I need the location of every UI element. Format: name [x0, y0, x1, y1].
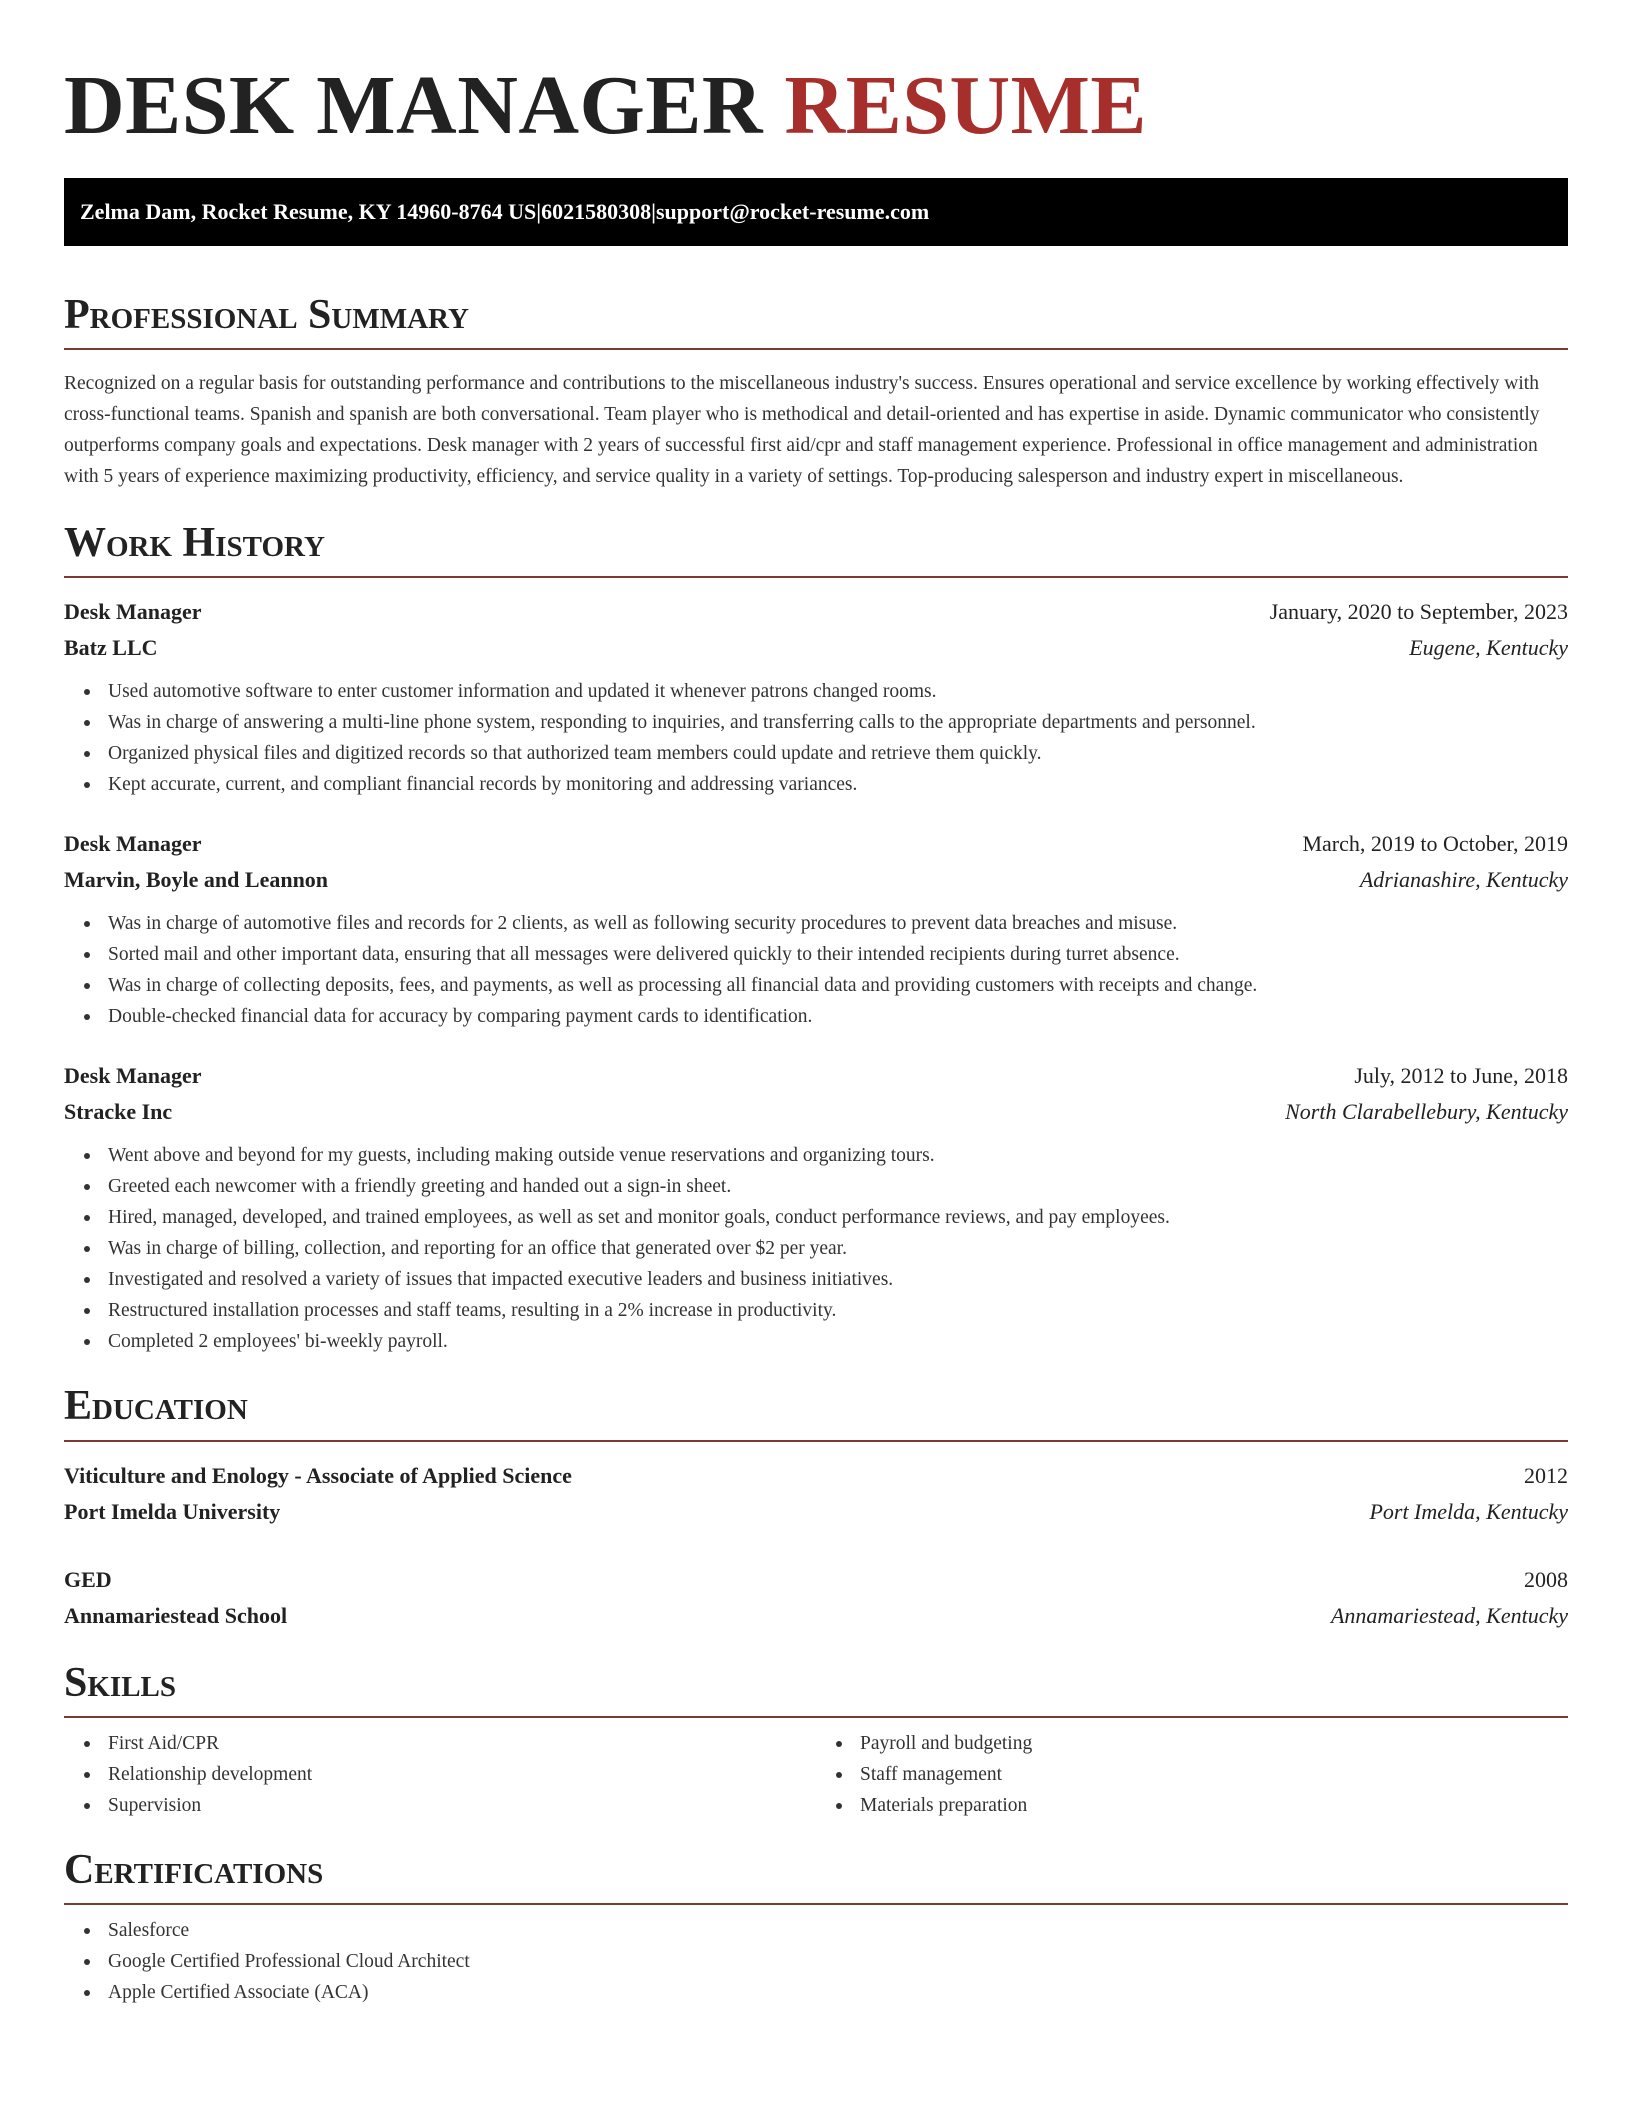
list-item: Double-checked financial data for accuracy by comparing payment cards to identification.: [108, 1001, 1568, 1032]
job-company-row: [64, 862, 1568, 898]
job-title: Desk Manager: [64, 831, 202, 857]
list-item: Kept accurate, current, and compliant financial records by monitoring and addressing variances.: [108, 769, 1568, 800]
job-company-row: [64, 1094, 1568, 1130]
section-heading: Education: [64, 1383, 248, 1430]
section-divider: [64, 1903, 1568, 1905]
job-entry: [64, 1058, 1568, 1357]
contact-separator: |: [651, 199, 656, 224]
skill-item: Relationship development: [108, 1759, 816, 1790]
list-item: Organized physical files and digitized records so that authorized team members could update and retrieve them quickly.: [108, 738, 1568, 769]
certification-item: Apple Certified Associate (ACA): [108, 1977, 1568, 2008]
education-entry: [64, 1562, 1568, 1634]
contact-address: Zelma Dam, Rocket Resume, KY 14960-8764 US: [80, 199, 537, 224]
certifications-section: [64, 1847, 1568, 2008]
list-item: Was in charge of billing, collection, and reporting for an office that generated over $2 per year.: [108, 1233, 1568, 1264]
certification-item: Google Certified Professional Cloud Architect: [108, 1946, 1568, 1977]
job-entry: [64, 594, 1568, 800]
job-title: Desk Manager: [64, 1063, 202, 1089]
skills-list-left: [64, 1728, 816, 1821]
list-item: Hired, managed, developed, and trained employees, as well as set and monitor goals, conduct performance reviews, and pay employees.: [108, 1202, 1568, 1233]
contact-separator: |: [536, 199, 542, 224]
summary-section: [64, 292, 1568, 492]
job-location: Adrianashire, Kentucky: [1359, 867, 1568, 893]
list-item: Was in charge of answering a multi-line phone system, responding to inquiries, and transferring calls to the appropriate departments and personnel.: [108, 707, 1568, 738]
skills-section: [64, 1660, 1568, 1821]
list-item: Completed 2 employees' bi-weekly payroll.: [108, 1326, 1568, 1357]
section-divider: [64, 348, 1568, 350]
section-divider: [64, 576, 1568, 578]
section-heading: Work History: [64, 520, 325, 567]
list-item: Was in charge of collecting deposits, fees, and payments, as well as processing all financial data and providing customers with receipts and change.: [108, 970, 1568, 1001]
skill-item: Materials preparation: [860, 1790, 1568, 1821]
education-school-row: [64, 1598, 1568, 1634]
section-divider: [64, 1440, 1568, 1442]
work-history-section: [64, 520, 1568, 1357]
job-company: Batz LLC: [64, 635, 158, 661]
education-degree: Viticulture and Enology - Associate of Applied Science: [64, 1462, 572, 1488]
summary-paragraph: Recognized on a regular basis for outstanding performance and contributions to the miscellaneous industry's success. Ensures operational and service excellence by working effectively with cross-functional teams. Spanish and spanish are both conversational. Team player who is methodical and detail-oriented and has expertise in aside. Dynamic communicator who consistently outperforms company goals and expectations. Desk manager with 2 years of successful first aid/cpr and staff management experience. Professional in office management and administration with 5 years of experience maximizing productivity, efficiency, and service quality in a variety of settings. Top-producing salesperson and industry expert in miscellaneous.: [64, 373, 1540, 488]
education-header-row: [64, 1562, 1568, 1598]
skill-item: Staff management: [860, 1759, 1568, 1790]
certifications-list: [64, 1915, 1568, 2008]
title-accent: RESUME: [784, 59, 1147, 152]
job-header-row: [64, 1058, 1568, 1094]
job-company-row: [64, 630, 1568, 666]
list-item: Restructured installation processes and staff teams, resulting in a 2% increase in productivity.: [108, 1295, 1568, 1326]
section-heading: Skills: [64, 1659, 177, 1706]
job-location: North Clarabellebury, Kentucky: [1285, 1099, 1568, 1125]
skills-list-right: [816, 1728, 1568, 1821]
section-heading: Professional Summary: [64, 292, 469, 338]
education-entry: [64, 1458, 1568, 1530]
list-item: Investigated and resolved a variety of issues that impacted executive leaders and business initiatives.: [108, 1264, 1568, 1295]
contact-bar: [64, 178, 1568, 246]
education-location: Annamariestead, Kentucky: [1330, 1602, 1568, 1628]
list-item: Greeted each newcomer with a friendly greeting and handed out a sign-in sheet.: [108, 1171, 1568, 1202]
section-heading: Certifications: [64, 1846, 324, 1893]
job-entry: [64, 826, 1568, 1032]
education-header-row: [64, 1458, 1568, 1494]
skill-item: Payroll and budgeting: [860, 1728, 1568, 1759]
resume-title: [64, 56, 1568, 152]
education-section: [64, 1383, 1568, 1633]
skill-item: Supervision: [108, 1790, 816, 1821]
job-dates: March, 2019 to October, 2019: [1302, 831, 1568, 857]
education-year: 2012: [1524, 1462, 1568, 1488]
education-year: 2008: [1524, 1566, 1568, 1592]
job-header-row: [64, 826, 1568, 862]
contact-phone: 6021580308: [541, 199, 652, 224]
list-item: Sorted mail and other important data, ensuring that all messages were delivered quickly to their intended recipients during turret absence.: [108, 939, 1568, 970]
education-school: Annamariestead School: [64, 1602, 288, 1628]
job-company: Stracke Inc: [64, 1099, 173, 1125]
list-item: Was in charge of automotive files and records for 2 clients, as well as following security procedures to prevent data breaches and misuse.: [108, 908, 1568, 939]
job-dates: January, 2020 to September, 2023: [1269, 599, 1568, 625]
education-school: Port Imelda University: [64, 1498, 281, 1524]
skill-item: First Aid/CPR: [108, 1728, 816, 1759]
education-degree: GED: [64, 1566, 112, 1592]
job-bullets: [64, 908, 1568, 1032]
job-dates: July, 2012 to June, 2018: [1354, 1063, 1568, 1089]
education-location: Port Imelda, Kentucky: [1369, 1498, 1568, 1524]
title-main: DESK MANAGER: [64, 59, 764, 152]
job-location: Eugene, Kentucky: [1409, 635, 1568, 661]
job-company: Marvin, Boyle and Leannon: [64, 867, 329, 893]
job-bullets: [64, 1140, 1568, 1357]
job-title: Desk Manager: [64, 599, 202, 625]
skills-grid: [64, 1718, 1568, 1821]
certification-item: Salesforce: [108, 1915, 1568, 1946]
list-item: Used automotive software to enter customer information and updated it whenever patrons changed rooms.: [108, 676, 1568, 707]
job-bullets: [64, 676, 1568, 800]
contact-email[interactable]: support@rocket-resume.com: [655, 199, 930, 224]
list-item: Went above and beyond for my guests, including making outside venue reservations and organizing tours.: [108, 1140, 1568, 1171]
job-header-row: [64, 594, 1568, 630]
education-school-row: [64, 1494, 1568, 1530]
